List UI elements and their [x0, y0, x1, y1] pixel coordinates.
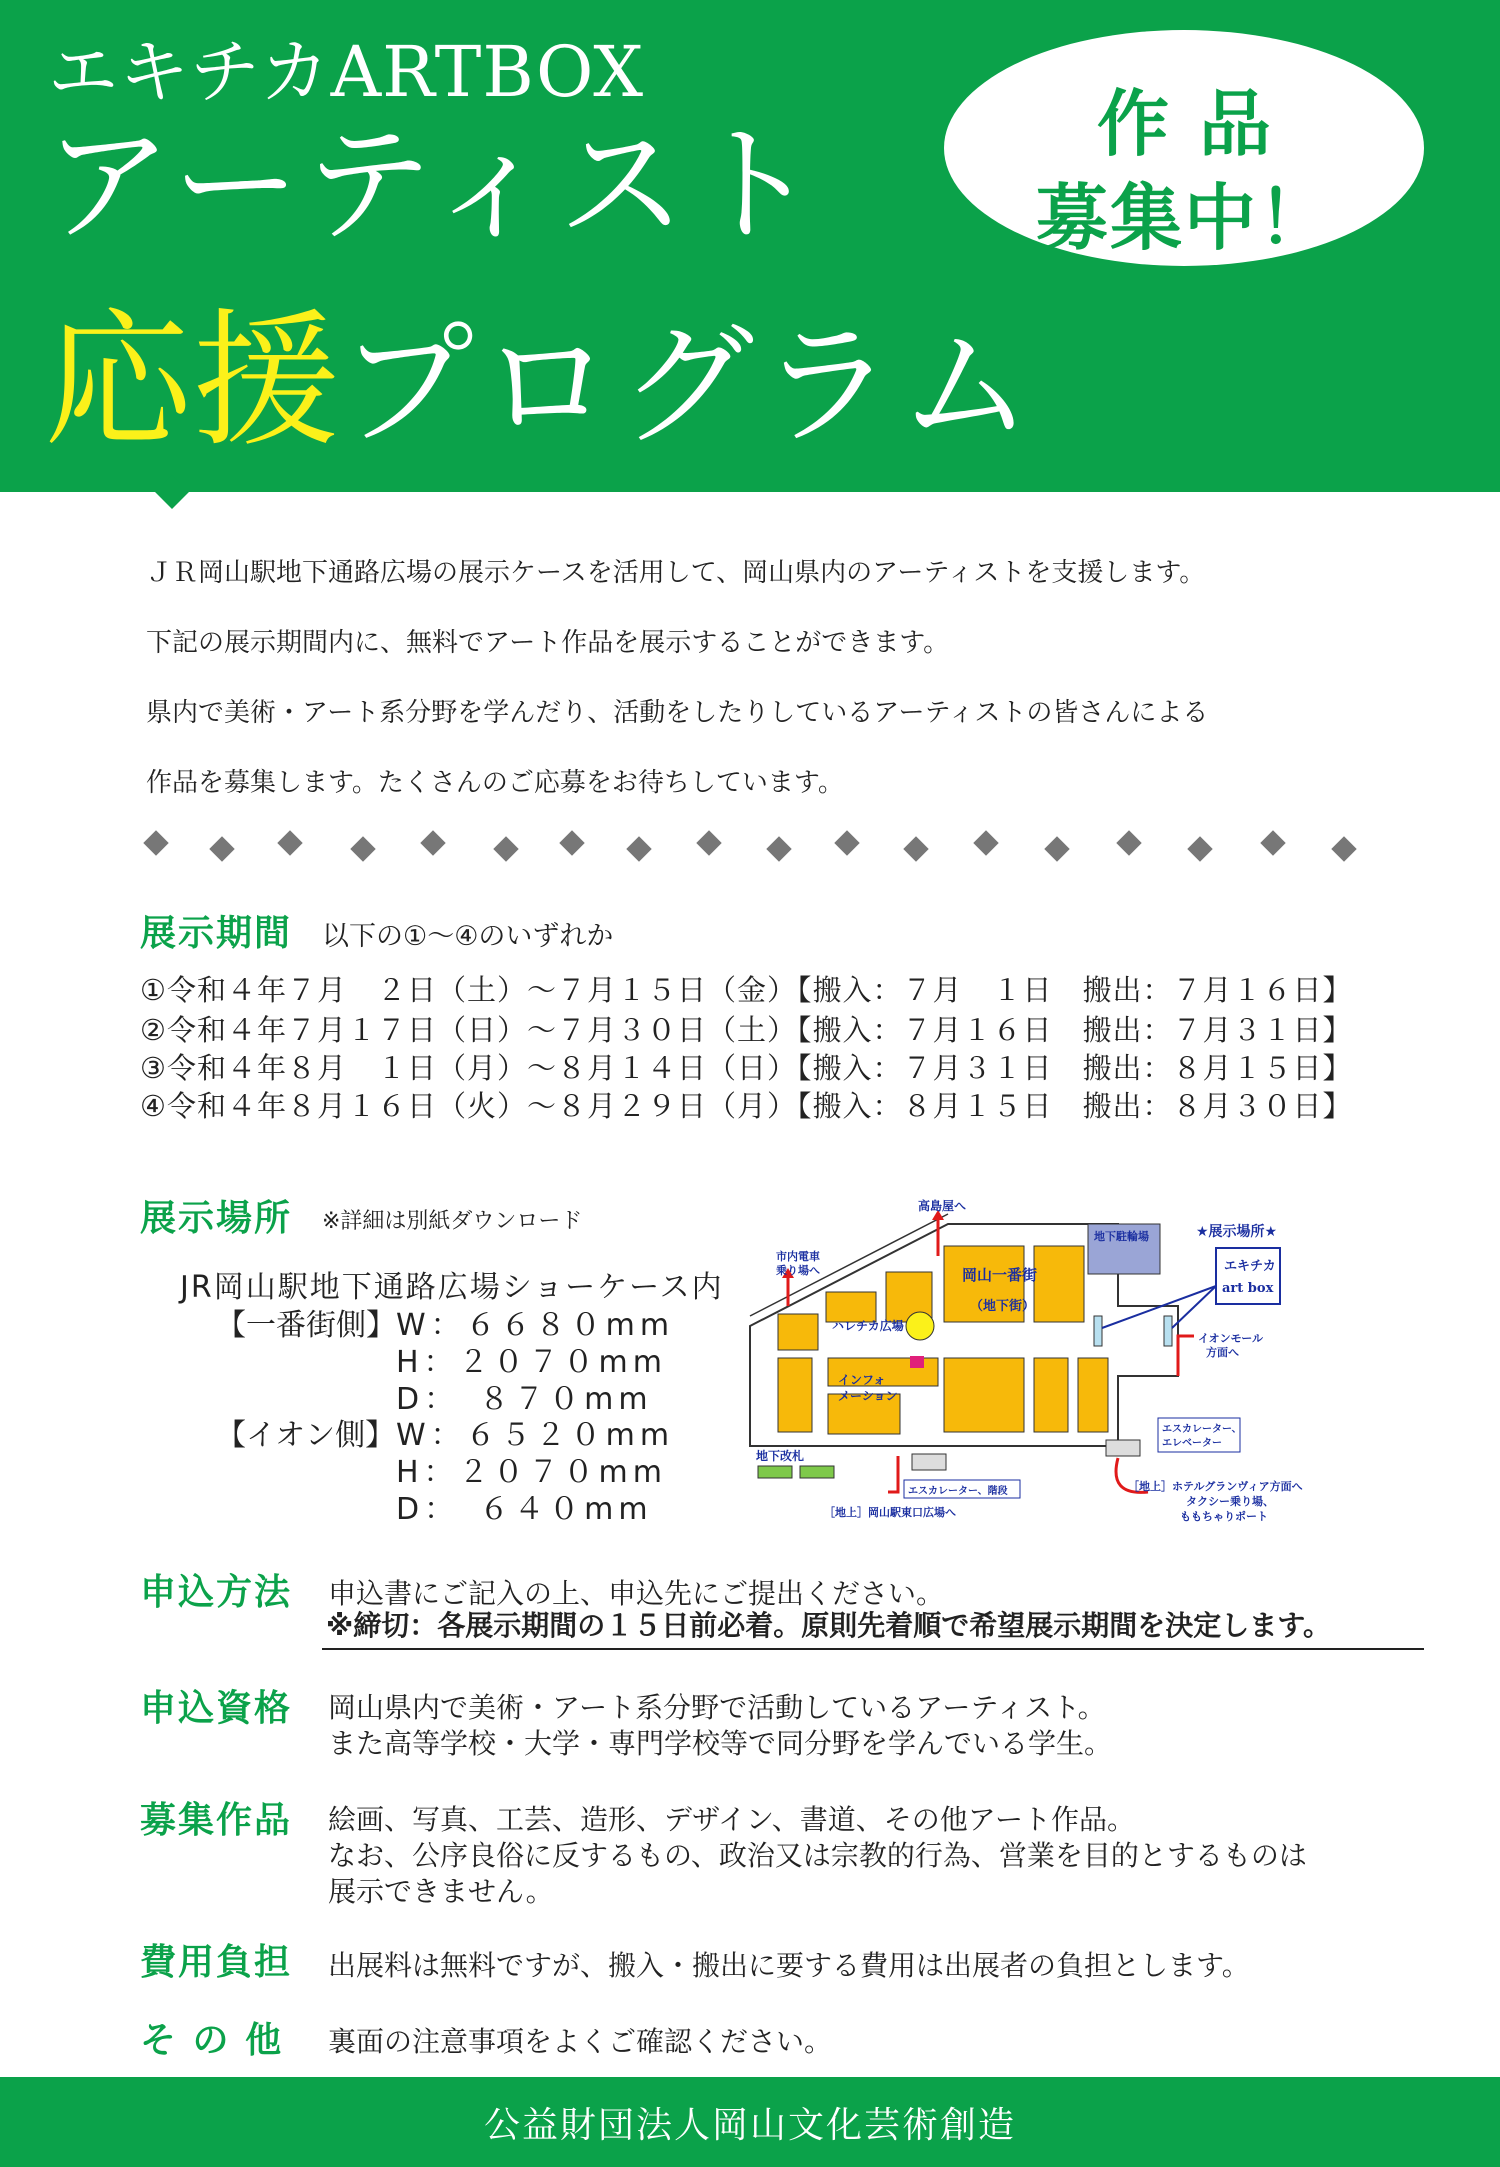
side1-height: H：２０７０mm — [396, 1345, 668, 1380]
intro-line-2: 下記の展示期間内に、無料でアート作品を展示することができます。 — [146, 628, 950, 658]
map-block — [1034, 1358, 1068, 1432]
diamond-icon — [626, 836, 651, 861]
map-label-chikagai: （地下街） — [970, 1299, 1036, 1314]
works-line-3: 展示できません。 — [328, 1875, 554, 1908]
map-label-box-1: エキチカ — [1224, 1259, 1276, 1274]
diamond-icon — [493, 836, 518, 861]
deadline-note: ※締切：各展示期間の１５日前必着。原則先着順で希望展示期間を決定します。 — [322, 1604, 1424, 1650]
place-note: ※詳細は別紙ダウンロード — [322, 1209, 583, 1234]
map-showcase-marker — [1164, 1316, 1172, 1346]
side1-label: 【一番街側】 — [216, 1308, 396, 1343]
header-title-rest: プログラム — [340, 308, 1039, 464]
map-label-ichibangai: 岡山一番街 — [962, 1266, 1038, 1284]
footer-bar — [0, 2077, 1500, 2167]
eligibility-line-1: 岡山県内で美術・アート系分野で活動しているアーティスト。 — [328, 1691, 1106, 1724]
map-arrow — [1178, 1336, 1194, 1376]
diamond-icon — [277, 830, 302, 855]
map-label-aeon-1: イオンモール — [1198, 1332, 1264, 1345]
map-block — [778, 1358, 812, 1432]
map-label-harechika: ハレチカ広場 — [832, 1319, 904, 1333]
map-label-takashimaya: 高島屋へ — [918, 1199, 967, 1213]
diamond-icon — [973, 830, 998, 855]
diamond-icon — [209, 836, 234, 861]
recruiting-badge — [944, 30, 1424, 266]
map-label-box-2: art box — [1222, 1281, 1274, 1296]
cost-title: 費用負担 — [140, 1942, 293, 1983]
method-text: 申込書にご記入の上、申込先にご提出ください。 — [328, 1577, 945, 1610]
cost-text: 出展料は無料ですが、搬入・搬出に要する費用は出展者の負担とします。 — [328, 1949, 1250, 1982]
map-info-marker — [910, 1356, 924, 1368]
map-label-tram-1: 市内電車 — [776, 1250, 820, 1263]
intro-line-4: 作品を募集します。たくさんのご応募をお待ちしています。 — [146, 768, 844, 798]
badge-line-2: 募集中！ — [1035, 176, 1332, 260]
place-title: 展示場所 — [140, 1198, 293, 1239]
header-banner — [0, 0, 1500, 492]
location-map — [748, 1196, 1338, 1536]
eligibility-title: 申込資格 — [140, 1688, 293, 1729]
map-label-hotel-2: タクシー乗り場、 — [1186, 1495, 1274, 1508]
map-block — [944, 1358, 1024, 1432]
period-item: ③令和４年８月 １日（月）～８月１４日（日）【搬入：７月３１日 搬出：８月１５日】 — [140, 1051, 1353, 1085]
period-title: 展示期間 — [140, 913, 293, 954]
map-label-info-2: メーション — [838, 1389, 898, 1403]
eligibility-line-2: また高等学校・大学・専門学校等で同分野を学んでいる学生。 — [328, 1727, 1113, 1760]
method-title: 申込方法 — [140, 1572, 293, 1613]
map-escalator — [912, 1454, 946, 1470]
side2-height: H：２０７０mm — [396, 1455, 668, 1490]
other-text: 裏面の注意事項をよくご確認ください。 — [328, 2025, 833, 2058]
side1-depth: D： ８７０mm — [396, 1382, 653, 1417]
badge-line-1: 作品 — [1096, 82, 1301, 166]
diamond-icon — [143, 830, 168, 855]
diamond-icon — [766, 836, 791, 861]
side2-width: W：６５２０mm — [396, 1418, 675, 1453]
map-label-info-1: インフォ — [838, 1373, 886, 1387]
diamond-icon — [1187, 836, 1212, 861]
header-subtitle: エキチカARTBOX — [48, 31, 645, 113]
diamond-icon — [1116, 830, 1141, 855]
diamond-icon — [696, 830, 721, 855]
map-label-escalator-right-1: エスカレーター、 — [1162, 1424, 1242, 1435]
period-item: ④令和４年８月１６日（火）～８月２９日（月）【搬入：８月１５日 搬出：８月３０日】 — [140, 1089, 1353, 1123]
other-title: そ の 他 — [140, 2020, 284, 2061]
map-label-tram-2: 乗り場へ — [776, 1264, 820, 1277]
header-title-program — [44, 295, 1039, 467]
map-label-escalator-bottom: エスカレーター、階段 — [908, 1486, 1008, 1497]
period-note: 以下の①～④のいずれか — [322, 921, 614, 952]
diamond-icon — [903, 836, 928, 861]
side2-depth: D： ６４０mm — [396, 1492, 653, 1527]
map-block — [1034, 1246, 1084, 1322]
map-label-parking: 地下駐輪場 — [1094, 1230, 1149, 1243]
map-block — [778, 1314, 818, 1350]
map-label-hotel-3: ももちゃりポート — [1180, 1510, 1268, 1523]
map-arrow — [888, 1456, 898, 1492]
map-block — [1078, 1358, 1108, 1432]
diamond-icon — [350, 836, 375, 861]
intro-line-3: 県内で美術・アート系分野を学んだり、活動をしたりしているアーティストの皆さんによる — [146, 698, 1209, 728]
map-gate — [758, 1466, 792, 1478]
header-title-highlight: 応援 — [44, 295, 340, 467]
footer-organization: 公益財団法人岡山文化芸術創造 — [483, 2105, 1016, 2146]
map-gate — [800, 1466, 834, 1478]
header-title-artist: アーティスト — [44, 111, 822, 260]
diamond-icon — [1044, 836, 1069, 861]
map-label-hotel-1: ［地上］ホテルグランヴィア方面へ — [1128, 1480, 1303, 1493]
period-item: ②令和４年７月１７日（日）～７月３０日（土）【搬入：７月１６日 搬出：７月３１日】 — [140, 1013, 1353, 1047]
diamond-icon — [559, 830, 584, 855]
diamond-icon — [834, 830, 859, 855]
works-title: 募集作品 — [140, 1800, 293, 1841]
side1-width: W：６６８０mm — [396, 1308, 675, 1343]
map-label-aeon-2: 方面へ — [1206, 1346, 1239, 1359]
map-label-gate: 地下改札 — [756, 1449, 805, 1463]
map-label-east-plaza: ［地上］岡山駅東口広場へ — [824, 1506, 956, 1519]
works-line-2: なお、公序良俗に反するもの、政治又は宗教的行為、営業を目的とするものは — [328, 1839, 1307, 1872]
map-showcase-marker — [1094, 1316, 1102, 1346]
diamond-icon — [420, 830, 445, 855]
side2-label: 【イオン側】 — [216, 1418, 396, 1453]
intro-line-1: ＪＲ岡山駅地下通路広場の展示ケースを活用して、岡山県内のアーティストを支援します。 — [146, 558, 1206, 588]
map-harechika-marker — [906, 1312, 934, 1340]
map-label-escalator-right-2: エレベーター — [1162, 1438, 1222, 1449]
diamond-icon — [1331, 836, 1356, 861]
map-label-place: ★展示場所★ — [1196, 1224, 1278, 1240]
diamond-icon — [1260, 830, 1285, 855]
place-location: JR岡山駅地下通路広場ショーケース内 — [180, 1270, 724, 1305]
map-block — [826, 1292, 876, 1322]
period-item: ①令和４年７月 ２日（土）～７月１５日（金）【搬入：７月 １日 搬出：７月１６日】 — [140, 973, 1353, 1007]
works-line-1: 絵画、写真、工芸、造形、デザイン、書道、その他アート作品。 — [328, 1803, 1135, 1836]
map-escalator — [1106, 1440, 1140, 1456]
